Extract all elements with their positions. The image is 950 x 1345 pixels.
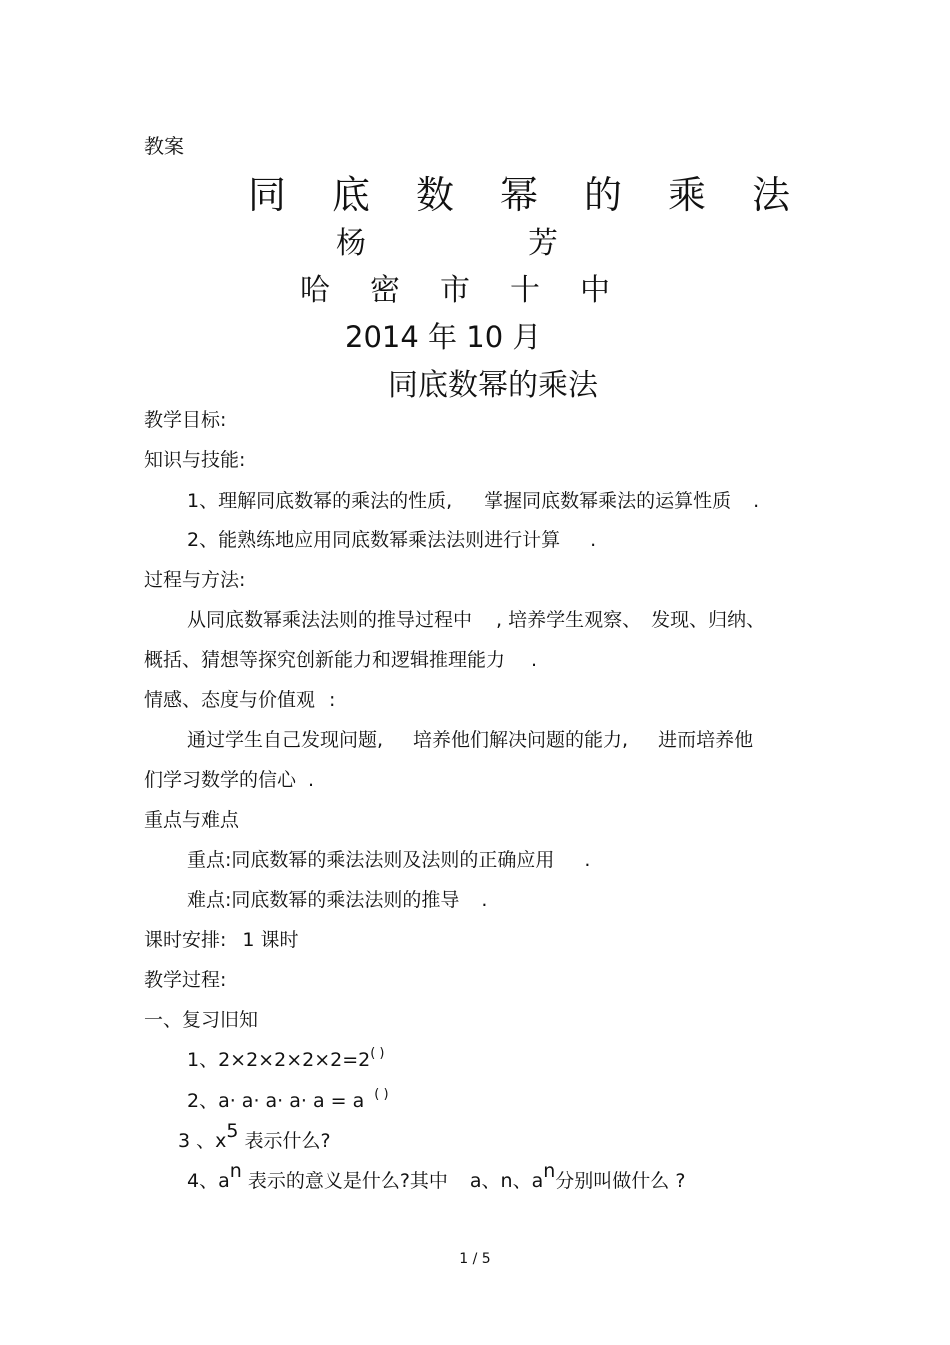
objectives-heading: 教学目标:	[144, 409, 227, 431]
process-method-1-c: 发现、归纳、	[651, 609, 766, 631]
key-point-text: 重点:同底数幂的乘法法则及法则的正确应用	[187, 849, 555, 871]
question-4-mid-b: a、n、a	[469, 1170, 544, 1192]
process-method-line-1	[187, 609, 765, 631]
lesson-plan-label: 教案	[144, 134, 184, 158]
schedule	[144, 929, 299, 951]
key-point	[187, 849, 590, 871]
question-4-prefix: 4、a	[187, 1170, 230, 1192]
emotion-1-c: 进而培养他	[658, 729, 754, 751]
title-spaced: 同底数幂的乘法	[248, 173, 837, 217]
emotion-1-a: 通过学生自己发现问题,	[187, 729, 384, 751]
question-4-mid-a: 表示的意义是什么?其中	[241, 1170, 448, 1192]
question-4-sup: n	[229, 1160, 242, 1182]
schedule-value: 1 课时	[242, 929, 299, 951]
key-points-heading: 重点与难点	[144, 809, 240, 831]
question-4-sup-2: n	[543, 1160, 556, 1182]
process-method-2-text: 概括、猜想等探究创新能力和逻辑推理能力	[144, 649, 506, 671]
question-3-suffix: 表示什么?	[238, 1130, 331, 1152]
knowledge-heading: 知识与技能:	[144, 449, 246, 471]
knowledge-item-1-end: .	[753, 490, 760, 512]
difficulty-point	[187, 889, 487, 911]
question-2-sup: ( )	[374, 1087, 389, 1102]
key-point-end: .	[584, 849, 591, 871]
process-method-heading: 过程与方法:	[144, 569, 246, 591]
emotion-line-1	[187, 729, 753, 751]
question-4-suffix: 分别叫做什么 ?	[555, 1170, 686, 1192]
question-3-prefix: 3 、x	[178, 1130, 227, 1152]
subtitle: 同底数幂的乘法	[388, 368, 598, 403]
question-3	[178, 1120, 331, 1152]
knowledge-item-1-a: 1、理解同底数幂的乘法的性质,	[187, 490, 453, 512]
difficulty-text: 难点:同底数幂的乘法法则的推导	[187, 889, 460, 911]
emotion-heading	[144, 689, 335, 711]
question-1	[187, 1046, 385, 1071]
review-heading: 一、复习旧知	[144, 1009, 259, 1031]
process-method-line-2	[144, 649, 537, 671]
emotion-1-b: 培养他们解决问题的能力,	[413, 729, 629, 751]
teaching-process-heading: 教学过程:	[144, 969, 227, 991]
knowledge-item-1	[187, 490, 759, 512]
difficulty-end: .	[481, 889, 488, 911]
question-3-sup: 5	[226, 1120, 239, 1142]
knowledge-item-1-b: 掌握同底数幂乘法的运算性质	[484, 490, 732, 512]
process-method-1-a: 从同底数幂乘法法则的推导过程中	[187, 609, 473, 631]
emotion-2-end: .	[308, 769, 315, 791]
emotion-heading-colon: :	[329, 689, 336, 711]
author-name: 杨芳	[336, 226, 720, 261]
schedule-label: 课时安排:	[144, 929, 227, 951]
question-1-text: 1、2×2×2×2×2=2	[187, 1049, 371, 1071]
knowledge-item-2-text: 2、能熟练地应用同底数幂乘法法则进行计算	[187, 529, 561, 551]
question-1-sup: ( )	[370, 1046, 385, 1061]
date: 2014 年 10 月	[345, 320, 542, 354]
emotion-2-text: 们学习数学的信心	[144, 769, 297, 791]
knowledge-item-2-end: .	[590, 529, 597, 551]
process-method-1-b: , 培养学生观察、	[496, 609, 642, 631]
school-name: 哈密市十中	[300, 273, 650, 308]
knowledge-item-2	[187, 529, 596, 551]
process-method-2-end: .	[531, 649, 538, 671]
question-2	[187, 1087, 389, 1112]
emotion-line-2	[144, 769, 314, 791]
emotion-heading-text: 情感、态度与价值观	[144, 689, 316, 711]
question-2-text: 2、a· a· a· a· a = a	[187, 1090, 365, 1112]
question-4	[187, 1160, 686, 1192]
page-number: 1 / 5	[459, 1251, 491, 1267]
